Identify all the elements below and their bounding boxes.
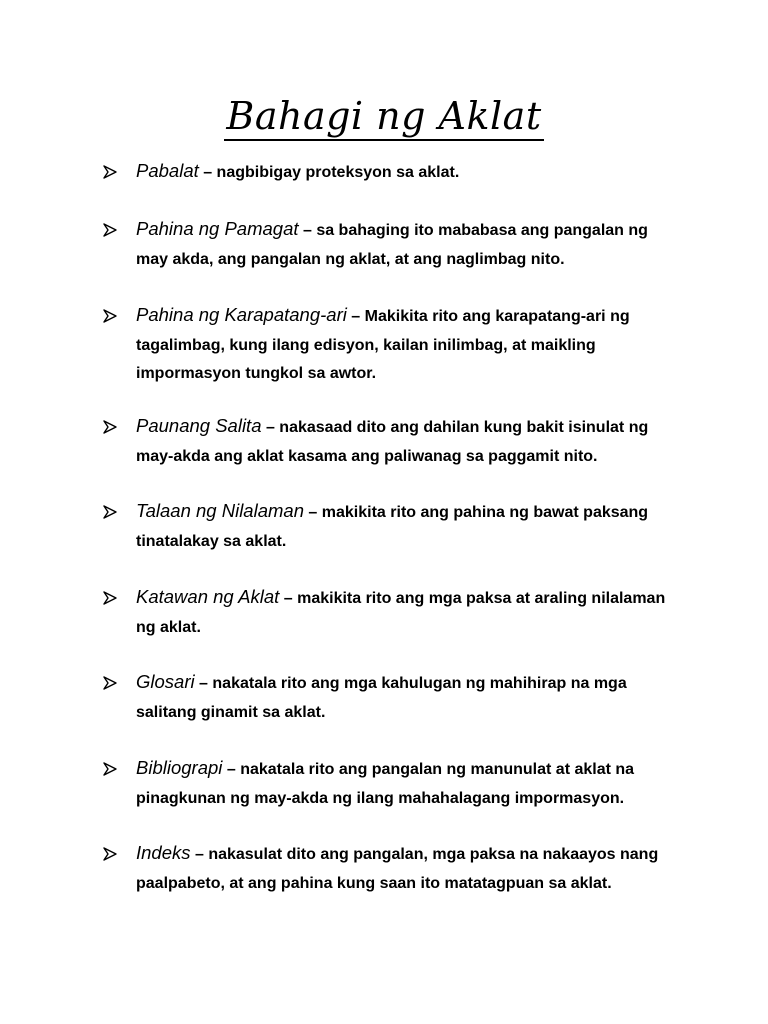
item-dash: – — [303, 504, 322, 521]
item-description: nagbibigay proteksyon sa aklat. — [216, 164, 460, 181]
item-term: Pahina ng Karapatang-ari — [136, 304, 347, 325]
item-dash: – — [198, 164, 217, 181]
item-dash: – — [190, 846, 209, 863]
arrow-bullet-icon — [103, 165, 117, 179]
item-dash: – — [222, 761, 241, 778]
arrow-bullet-icon — [103, 505, 117, 519]
item-dash: – — [346, 308, 365, 325]
item-description: sa bahaging ito mababasa ang pangalan ng may akda, ang pangalan ng aklat, at ang naglimbag nito. — [136, 222, 648, 268]
item-dash: – — [261, 419, 280, 436]
item-dash: – — [194, 675, 213, 692]
item-description: Makikita rito ang karapatang-ari ng tagalimbag, kung ilang edisyon, kailan inilimbag, at maikling impormasyon tungkol sa awtor. — [136, 308, 630, 382]
item-term: Pahina ng Pamagat — [136, 218, 299, 239]
item-term: Katawan ng Aklat — [136, 586, 280, 607]
item-term: Paunang Salita — [136, 415, 262, 436]
list-item-katawan-ng-aklat — [111, 583, 683, 642]
item-description: nakasaad dito ang dahilan kung bakit isinulat ng may-akda ang aklat kasama ang paliwanag sa paggamit nito. — [136, 419, 649, 465]
page-title-text: Bahagi ng Aklat — [224, 94, 543, 141]
list-item-paunang-salita — [111, 412, 683, 471]
item-term: Bibliograpi — [136, 757, 223, 778]
item-description: nakatala rito ang mga kahulugan ng mahihirap na mga salitang ginamit sa aklat. — [136, 675, 627, 721]
item-description: nakatala rito ang pangalan ng manunulat at aklat na pinagkunan ng may-akda ng ilang mahahalagang impormasyon. — [136, 761, 635, 807]
list-item-pahina-ng-karapatang-ari — [111, 301, 683, 389]
item-dash: – — [279, 590, 298, 607]
arrow-bullet-icon — [103, 223, 117, 237]
item-description: makikita rito ang pahina ng bawat paksang tinatalakay sa aklat. — [136, 504, 649, 550]
list-item-indeks — [111, 839, 683, 898]
item-term: Glosari — [136, 671, 195, 692]
arrow-bullet-icon — [103, 676, 117, 690]
list-item-glosari — [111, 668, 683, 727]
list-item-pahina-ng-pamagat — [111, 215, 683, 274]
item-description: nakasulat dito ang pangalan, mga paksa na nakaayos nang paalpabeto, at ang pahina kung saan ito matatagpuan sa aklat. — [136, 846, 659, 892]
list-item-talaan-ng-nilalaman — [111, 497, 683, 556]
item-description: makikita rito ang mga paksa at araling nilalaman ng aklat. — [136, 590, 666, 636]
arrow-bullet-icon — [103, 309, 117, 323]
arrow-bullet-icon — [103, 591, 117, 605]
arrow-bullet-icon — [103, 847, 117, 861]
item-term: Pabalat — [136, 160, 199, 181]
arrow-bullet-icon — [103, 420, 117, 434]
page-title — [0, 92, 768, 140]
list-item-bibliograpi — [111, 754, 683, 813]
list-item-pabalat — [111, 157, 683, 188]
arrow-bullet-icon — [103, 762, 117, 776]
item-dash: – — [298, 222, 317, 239]
item-term: Talaan ng Nilalaman — [136, 500, 304, 521]
item-term: Indeks — [136, 842, 191, 863]
